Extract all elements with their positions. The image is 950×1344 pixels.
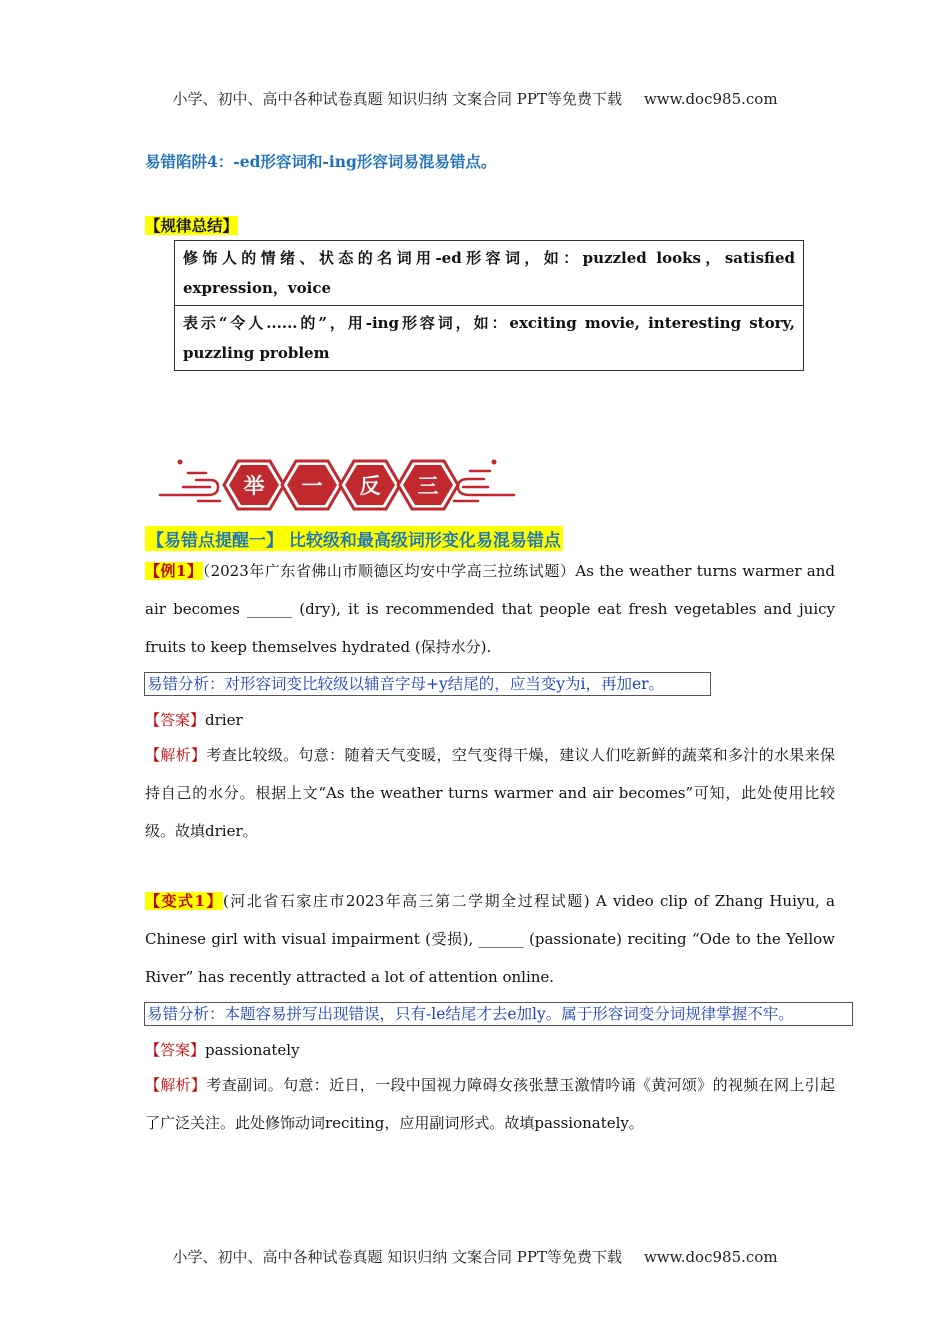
example1-analysis: 易错分析：对形容词变比较级以辅音字母+y结尾的，应当变y为i，再加er。 <box>144 672 711 696</box>
footer-site[interactable]: www.doc985.com <box>643 1248 778 1266</box>
banner-char: 一 <box>301 474 323 498</box>
table-row <box>175 241 804 306</box>
example1-tag: 【例1】 <box>145 562 203 580</box>
section-banner <box>158 453 518 521</box>
explain-text: 考查比较级。句意：随着天气变暖，空气变得干燥，建议人们吃新鲜的蔬菜和多汁的水果来保持自己的水分。根据上文“As the weather turns warmer and air becomes”可知，此处使用比较级。故填drier。 <box>145 746 835 840</box>
left-cloud-ornament-icon <box>160 460 220 502</box>
footer-text: 小学、初中、高中各种试卷真题 知识归纳 文案合同 PPT等免费下载 <box>172 1248 622 1266</box>
section-title: 【易错点提醒一】 比较级和最高级词形变化易混易错点 <box>145 526 563 551</box>
variant1-text-b: (passionate) reciting “Ode to the Yellow River” has recently attracted a lot of attention online. <box>145 930 836 986</box>
example1-explanation <box>145 736 835 850</box>
header-text: 小学、初中、高中各种试卷真题 知识归纳 文案合同 PPT等免费下载 <box>172 90 622 108</box>
explain-text: 考查副词。句意：近日，一段中国视力障碍女孩张慧玉激情吟诵《黄河颂》的视频在网上引起了广泛关注。此处修饰动词reciting，应用副词形式。故填passionately。 <box>145 1076 835 1132</box>
answer-label: 【答案】 <box>145 1041 206 1059</box>
example1-answer <box>145 709 243 730</box>
right-cloud-ornament-icon <box>454 460 514 502</box>
example1-blank[interactable]: ______ <box>247 600 293 618</box>
variant1-blank[interactable]: ______ <box>478 930 524 948</box>
explain-label: 【解析】 <box>145 1076 207 1094</box>
table-row <box>175 306 804 371</box>
answer-value: drier <box>205 711 243 729</box>
header-site[interactable]: www.doc985.com <box>643 90 778 108</box>
variant1-tag: 【变式1】 <box>145 892 223 910</box>
trap-title: 易错陷阱4：-ed形容词和-ing形容词易混易错点。 <box>145 152 497 171</box>
rules-table <box>174 240 804 371</box>
example1-text-a: （2023年广东省佛山市顺德区均安中学高三拉练试题）As the weather turns warmer and air becomes <box>145 562 836 618</box>
rule-cell: 表示“令人......的”，用-ing形容词，如：exciting movie, interesting story, puzzling problem <box>175 306 804 371</box>
answer-label: 【答案】 <box>145 711 206 729</box>
variant1-analysis: 易错分析：本题容易拼写出现错误，只有-le结尾才去e加ly。属于形容词变分词规律掌握不牢。 <box>144 1002 853 1026</box>
variant1-answer <box>145 1039 300 1060</box>
variant1-text-a: (河北省石家庄市2023年高三第二学期全过程试题) A video clip of Zhang Huiyu, a Chinese girl with visual impairment (受损), <box>145 892 836 948</box>
banner-graphic <box>158 453 518 517</box>
banner-char: 三 <box>417 474 439 498</box>
rule-label <box>145 214 238 236</box>
variant1-explanation <box>145 1066 835 1142</box>
rule-label-text: 【规律总结】 <box>145 216 239 235</box>
answer-value: passionately <box>205 1041 300 1059</box>
page-footer <box>0 1246 950 1267</box>
example1-question <box>145 552 835 666</box>
explain-label: 【解析】 <box>145 746 207 764</box>
banner-char: 反 <box>359 474 381 498</box>
page-header <box>0 88 950 109</box>
rule-cell: 修饰人的情绪、状态的名词用-ed形容词，如：puzzled looks，satisfied expression，voice <box>175 241 804 306</box>
variant1-question <box>145 882 835 996</box>
banner-char: 举 <box>243 474 265 498</box>
example1-text-b: (dry), it is recommended that people eat fresh vegetables and juicy fruits to keep themselves hydrated (保持水分). <box>145 600 836 656</box>
